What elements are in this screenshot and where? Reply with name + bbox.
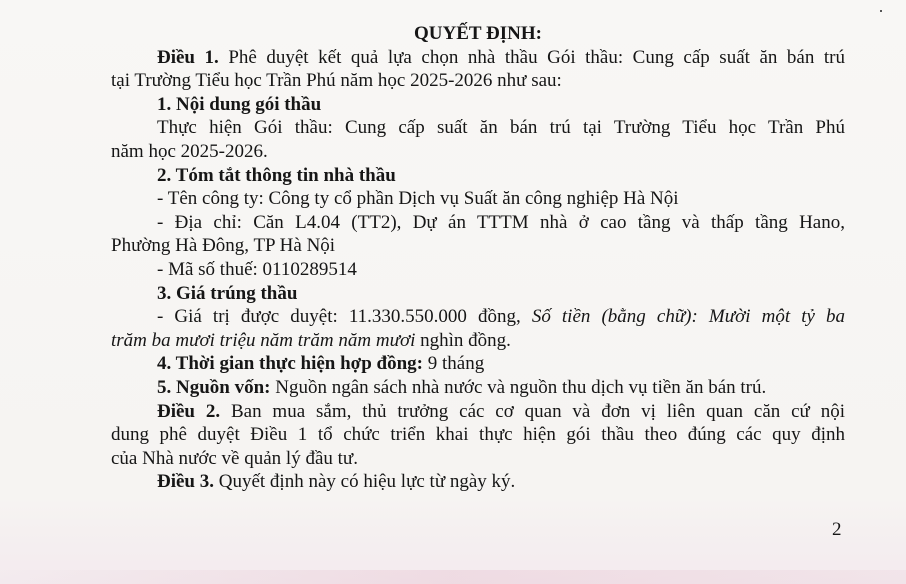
article-2-line3: của Nhà nước về quản lý đầu tư. <box>111 447 358 469</box>
section-5-value: Nguồn ngân sách nhà nước và nguồn thu dịch vụ tiền ăn bán trú. <box>270 376 767 398</box>
address-line2: Phường Hà Đông, TP Hà Nội <box>111 235 336 257</box>
section-1-heading: 1. Nội dung gói thầu <box>157 93 322 115</box>
scan-edge-tint <box>0 570 906 584</box>
page-number: 2 <box>832 519 842 540</box>
article-2-line1: Ban mua sắm, thủ trưởng các cơ quan và đơn vị liên quan căn cứ nội <box>220 400 845 422</box>
section-4-heading: 4. Thời gian thực hiện hợp đồng: <box>157 353 423 375</box>
decision-body <box>111 22 845 494</box>
article-1-line2: tại Trường Tiểu học Trần Phú năm học 2025-2026 như sau: <box>111 70 562 92</box>
address-line1: - Địa chỉ: Căn L4.04 (TT2), Dự án TTTM nhà ở cao tầng và thấp tầng Hano, <box>157 211 845 233</box>
section-1-line1: Thực hiện Gói thầu: Cung cấp suất ăn bán trú tại Trường Tiểu học Trần Phú <box>157 117 845 139</box>
approved-value-line2 <box>111 329 845 353</box>
section-1-line2: năm học 2025-2026. <box>111 140 268 162</box>
approved-value-prefix: - Giá trị được duyệt: 11.330.550.000 đồng, <box>157 306 532 328</box>
article-2 <box>111 400 845 424</box>
article-3-label: Điều 3. <box>157 471 214 493</box>
amount-in-words-b: trăm ba mươi triệu năm trăm năm mươi <box>111 329 416 351</box>
article-1-line1: Phê duyệt kết quả lựa chọn nhà thầu Gói thầu: Cung cấp suất ăn bán trú <box>218 46 845 68</box>
article-2-line2: dung phê duyệt Điều 1 tổ chức triển khai thực hiện gói thầu theo đúng các quy định <box>111 424 845 446</box>
section-4 <box>111 352 845 376</box>
article-3 <box>111 470 845 494</box>
section-5 <box>111 376 845 400</box>
decision-title: QUYẾT ĐỊNH: <box>414 23 542 44</box>
section-3-heading: 3. Giá trúng thầu <box>157 282 298 304</box>
article-2-label: Điều 2. <box>157 400 221 422</box>
company-name: - Tên công ty: Công ty cổ phần Dịch vụ Suất ăn công nghiệp Hà Nội <box>157 188 679 210</box>
scan-speck <box>880 10 882 12</box>
article-1 <box>111 46 845 70</box>
approved-value-suffix: nghìn đồng. <box>415 329 511 351</box>
amount-in-words-a: Số tiền (bằng chữ): Mười một tỷ ba <box>531 306 845 328</box>
section-4-value: 9 tháng <box>422 353 485 375</box>
article-3-text: Quyết định này có hiệu lực từ ngày ký. <box>214 471 516 493</box>
tax-code: - Mã số thuế: 0110289514 <box>157 258 357 280</box>
approved-value-line1 <box>111 305 845 329</box>
section-2-heading: 2. Tóm tắt thông tin nhà thầu <box>157 164 396 186</box>
article-1-label: Điều 1. <box>157 46 219 68</box>
section-5-heading: 5. Nguồn vốn: <box>157 376 271 398</box>
